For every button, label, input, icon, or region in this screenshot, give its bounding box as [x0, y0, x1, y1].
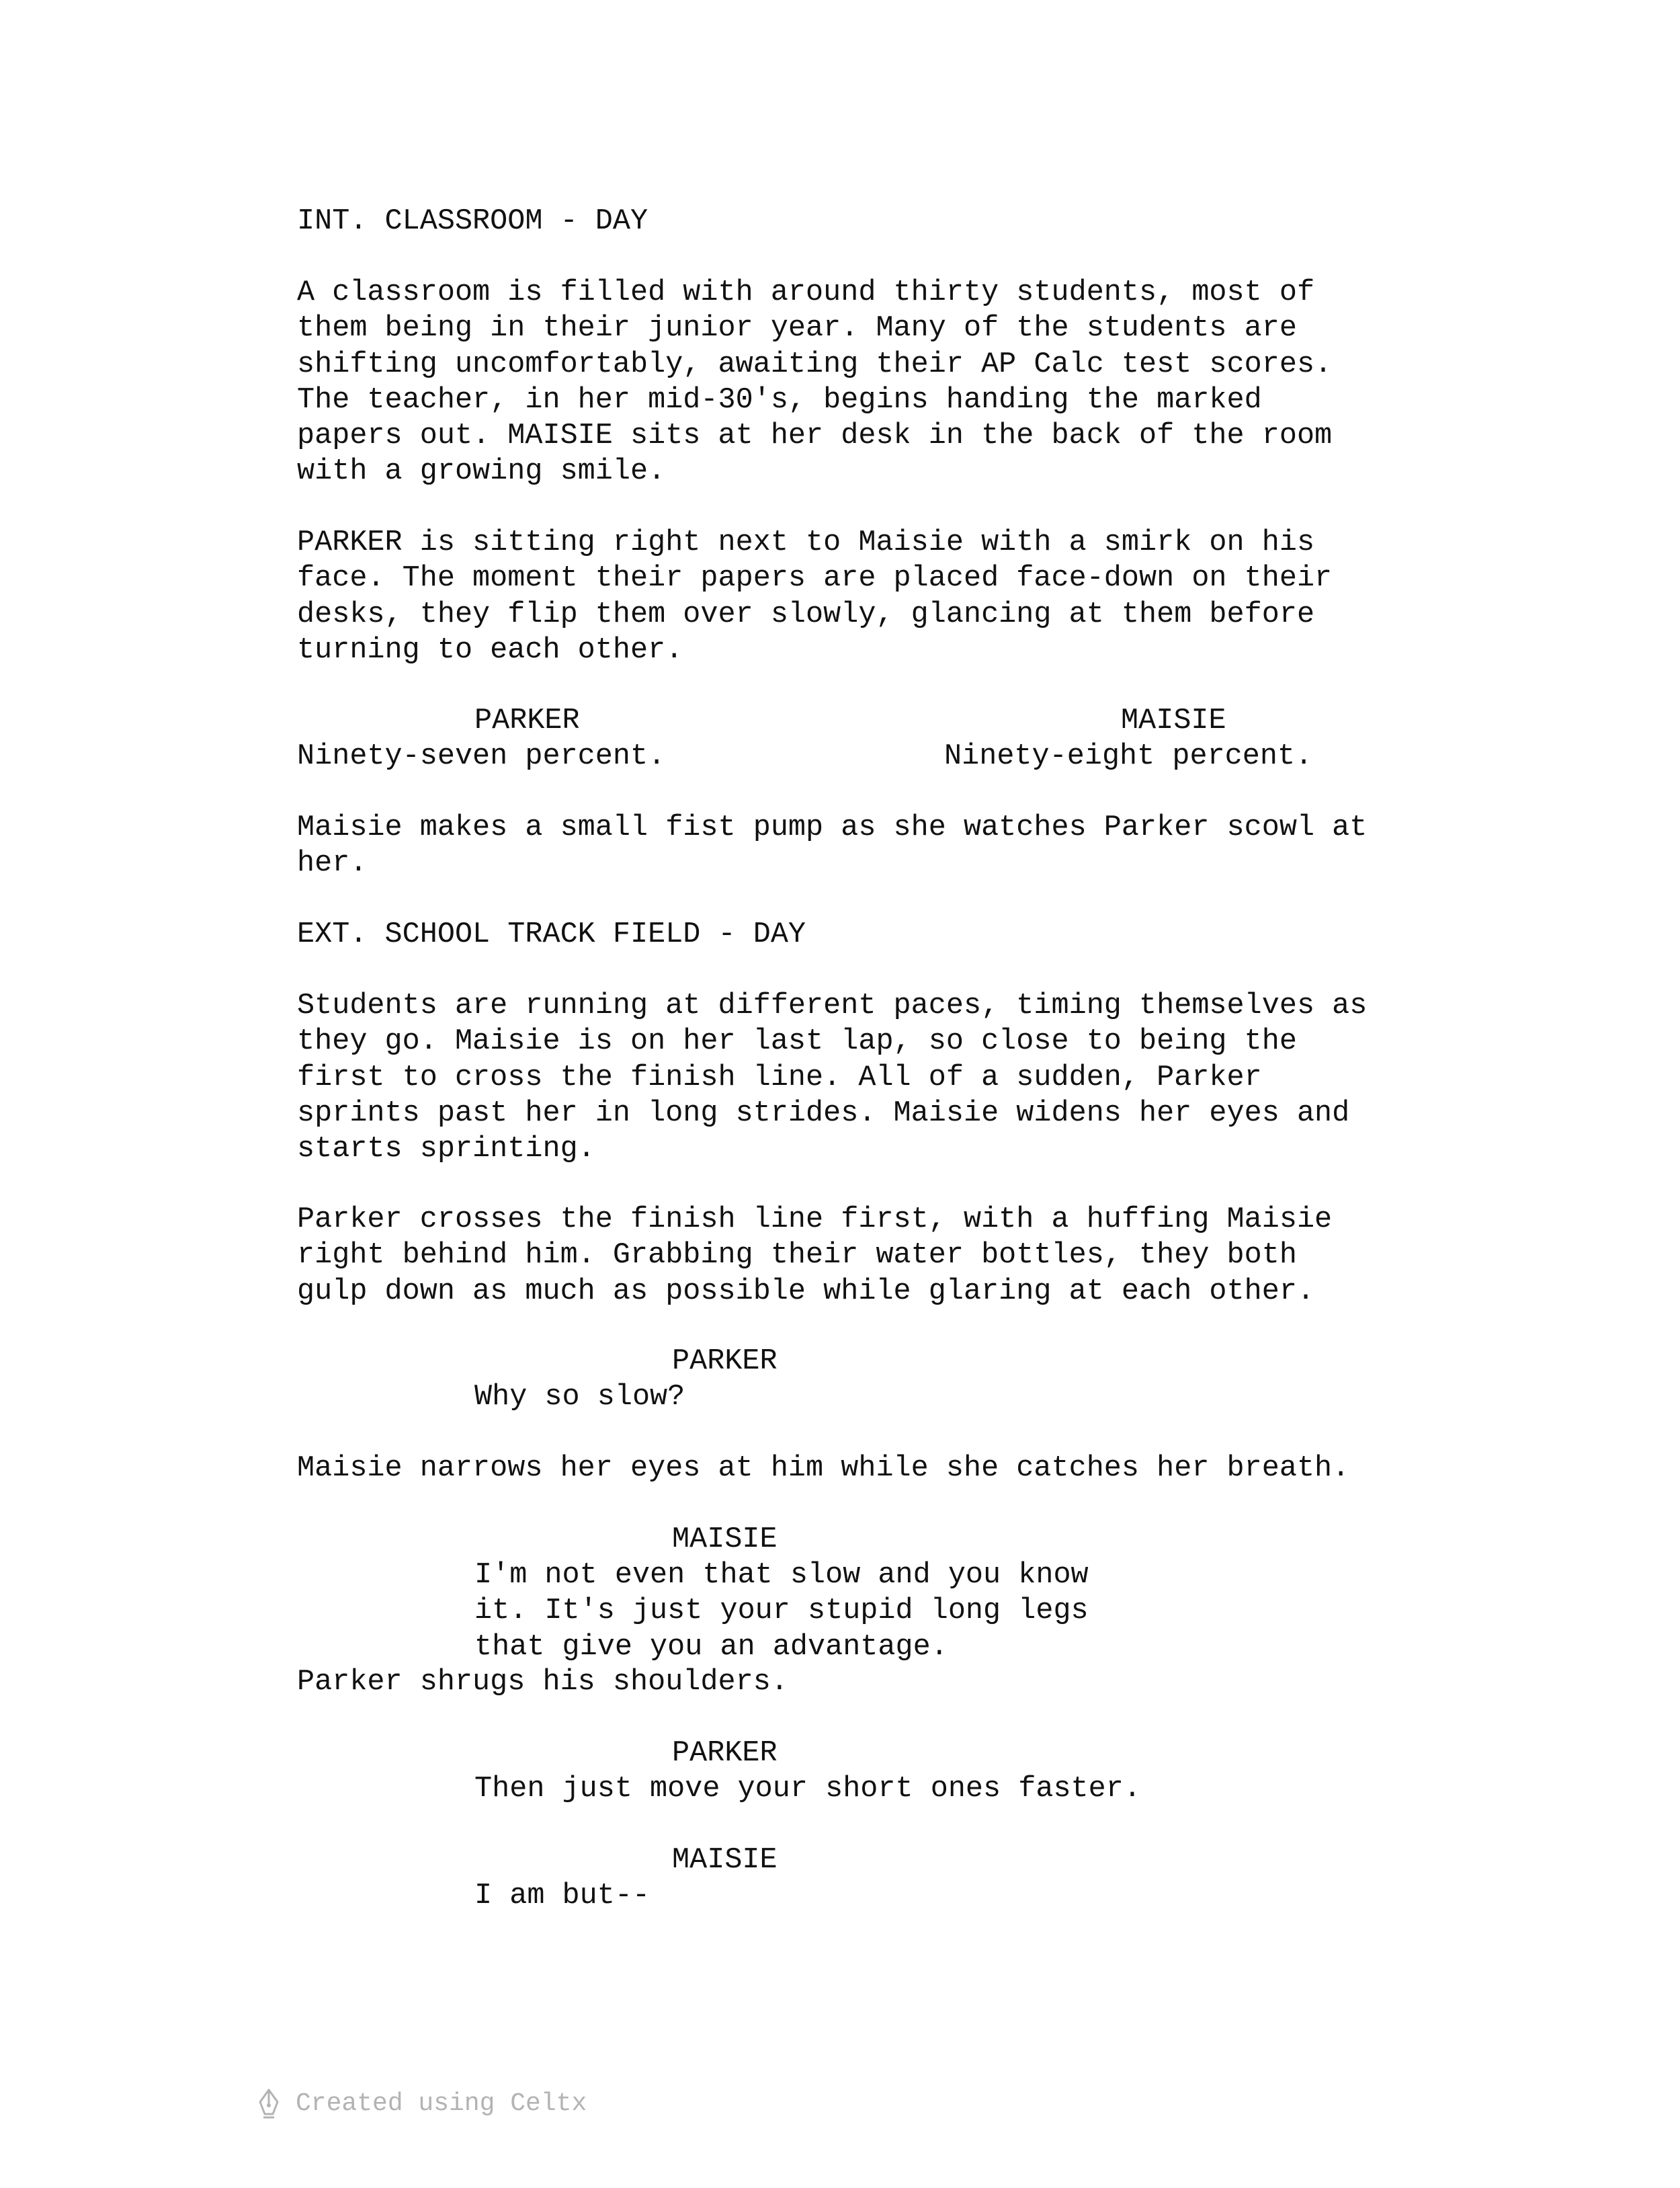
dialogue-parker-slow: Why so slow?	[474, 1381, 685, 1414]
scene-heading-track-field: EXT. SCHOOL TRACK FIELD - DAY	[297, 918, 806, 951]
celtx-footer	[255, 2087, 587, 2188]
dialogue-maisie-but: I am but--	[474, 1879, 650, 1912]
dialogue-parker-faster: Then just move your short ones faster.	[474, 1773, 1141, 1806]
action-finish-line: Parker crosses the finish line first, with a huffing Maisie right behind him. Grabbing their water bottles, they both gulp down as much as possible while glaring at each other.	[297, 1203, 1333, 1308]
action-parker-smirk: PARKER is sitting right next to Maisie with a smirk on his face. The moment their papers are placed face-down on their desks, they flip them over slowly, glancing at them before turning to each other.	[297, 526, 1333, 667]
character-cue-parker: PARKER	[672, 1345, 778, 1378]
scene-heading-classroom: INT. CLASSROOM - DAY	[297, 205, 648, 238]
footer-text: Created using Celtx	[296, 2089, 587, 2118]
character-cue-parker: PARKER	[474, 704, 580, 737]
character-cue-maisie: MAISIE	[1121, 704, 1226, 737]
character-cue-maisie: MAISIE	[672, 1523, 778, 1556]
action-maisie-narrows: Maisie narrows her eyes at him while she catches her breath.	[297, 1452, 1350, 1485]
character-cue-parker: PARKER	[672, 1737, 778, 1770]
action-fist-pump: Maisie makes a small fist pump as she watches Parker scowl at her.	[297, 811, 1368, 881]
dialogue-maisie-score: Ninety-eight percent.	[944, 740, 1313, 773]
dialogue-parker-score: Ninety-seven percent.	[297, 740, 666, 773]
dialogue-maisie-legs: I'm not even that slow and you know it. It's just your stupid long legs that give you an advantage.	[474, 1559, 1089, 1664]
action-parker-shrugs: Parker shrugs his shoulders.	[297, 1666, 788, 1699]
action-students-running: Students are running at different paces, timing themselves as they go. Maisie is on her last lap, so close to being the first to cross the finish line. All of a sudden, Parker sprints past her in long strides. Maisie widens her eyes and starts sprinting.	[297, 989, 1368, 1166]
character-cue-maisie: MAISIE	[672, 1844, 778, 1877]
action-classroom-intro: A classroom is filled with around thirty students, most of them being in their junior year. Many of the students are shifting uncomfortably, awaiting their AP Calc test scores. The teacher, in her mid-30's, begins handing the marked papers out. MAISIE sits at her desk in the back of the room with a growing smile.	[297, 276, 1333, 489]
pen-nib-icon	[255, 2087, 282, 2121]
